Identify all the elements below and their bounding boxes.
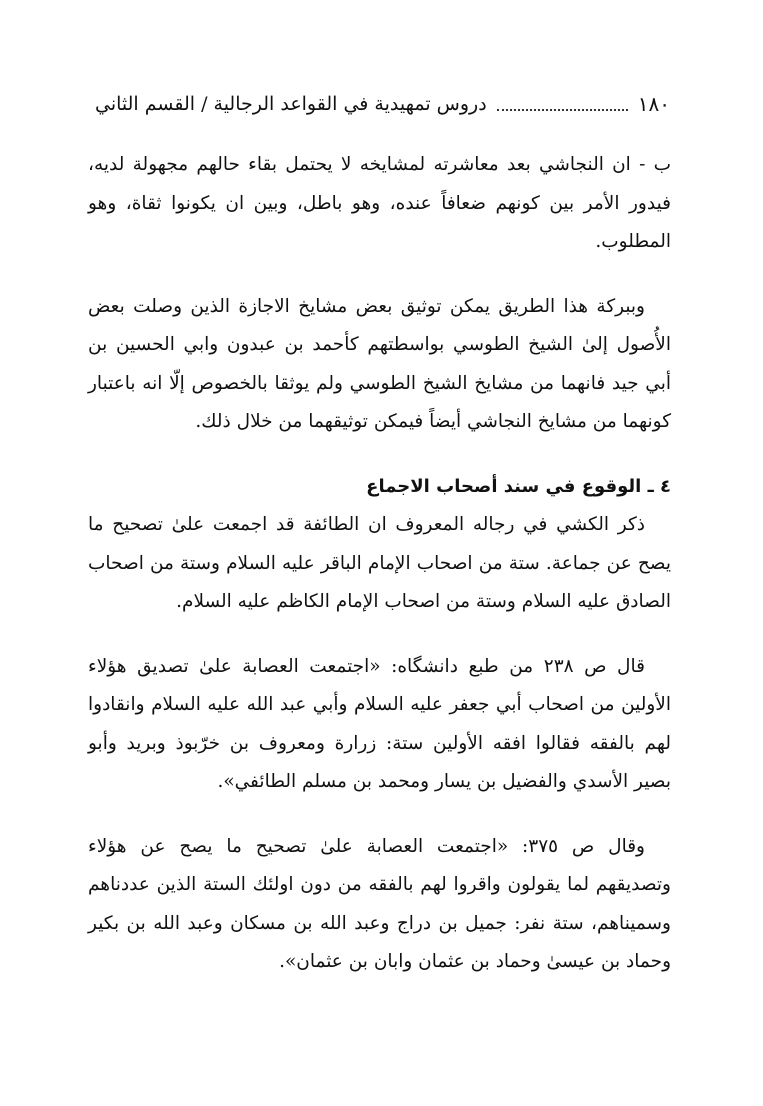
running-title: دروس تمهيدية في القواعد الرجالية / القسم الثاني	[95, 93, 487, 115]
header-dotted-leader	[497, 109, 628, 111]
paragraph-1: ب - ان النجاشي بعد معاشرته لمشايخه لا يحتمل بقاء حالهم مجهولة لديه، فيدور الأمر بين كونهم ضعافاً عنده، وهو باطل، وبين ان يكونوا ثقاة، وهو المطلوب.	[88, 154, 671, 252]
section-heading: ٤ ـ الوقوع في سند أصحاب الاجماع	[366, 475, 671, 497]
page-content	[88, 146, 671, 982]
page-header	[95, 84, 670, 124]
paragraph-3: ذكر الكشي في رجاله المعروف ان الطائفة قد اجمعت علىٰ تصحيح ما يصح عن جماعة. ستة من اصحاب الإمام الباقر عليه السلام وستة من اصحاب الصادق عليه السلام وستة من اصحاب الإمام الكاظم عليه السلام.	[88, 514, 671, 612]
paragraph-2: وببركة هذا الطريق يمكن توثيق بعض مشايخ الاجازة الذين وصلت بعض الأُصول إلىٰ الشيخ الطوسي بواسطتهم كأحمد بن عبدون وابي الحسين بن أبي جيد فانهما من مشايخ الشيخ الطوسي ولم يوثقا بالخصوص إلّا انه باعتبار كونهما من مشايخ النجاشي أيضاً فيمكن توثيقهما من خلال ذلك.	[88, 295, 671, 432]
page-number: ١٨٠	[637, 92, 670, 116]
paragraph-5: وقال ص ٣٧٥: «اجتمعت العصابة علىٰ تصحيح ما يصح عن هؤلاء وتصديقهم لما يقولون واقروا لهم بالفقه من دون اولئك الستة الذين عددناهم وسميناهم، ستة نفر: جميل بن دراج وعبد الله بن مسكان وعبد الله بن بكير وحماد بن عيسىٰ وحماد بن عثمان وابان بن عثمان».	[88, 835, 671, 972]
paragraph-4: قال ص ٢٣٨ من طبع دانشگاه: «اجتمعت العصابة علىٰ تصديق هؤلاء الأولين من اصحاب أبي جعفر عليه السلام وأبي عبد الله عليه السلام وانقادوا لهم بالفقه فقالوا افقه الأولين ستة: زرارة ومعروف بن خرّبوذ وبريد وأبو بصير الأسدي والفضيل بن يسار ومحمد بن مسلم الطائفي».	[88, 655, 671, 792]
